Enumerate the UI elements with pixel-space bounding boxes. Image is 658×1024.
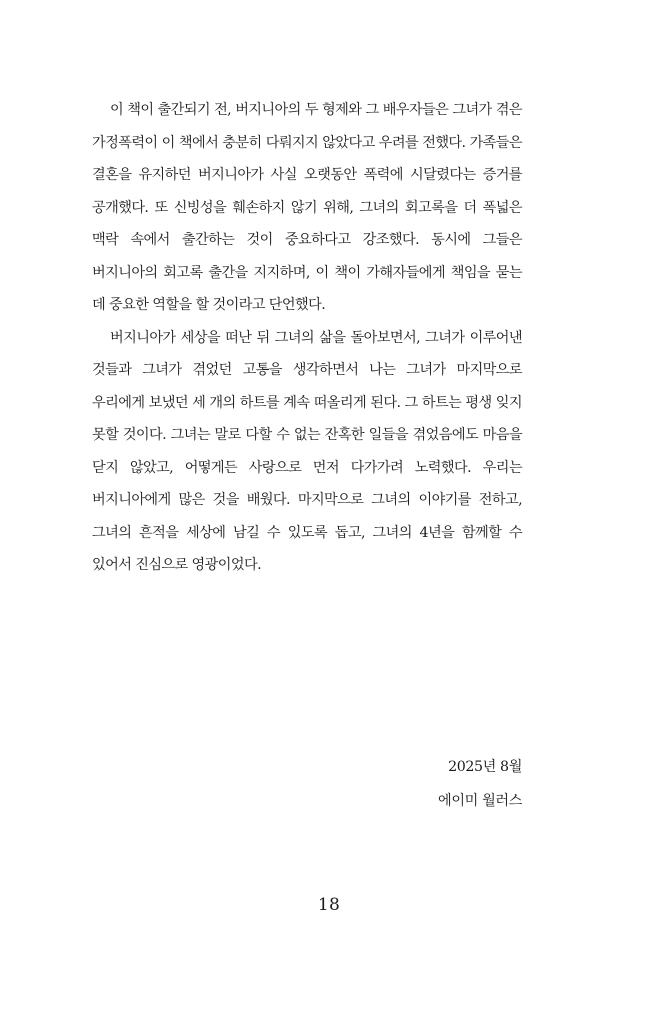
signature-date: 2025년 8월 (448, 759, 522, 775)
signature-block (438, 750, 522, 818)
paragraph-family-concerns: 이 책이 출간되기 전, 버지니아의 두 형제와 그 배우자들은 그녀가 겪은 가정폭력이 이 책에서 충분히 다뤄지지 않았다고 우려를 전했다. 가족들은 결혼을 유지하던 버지니아가 사실 오랫동안 폭력에 시달렸다는 증거를 공개했다. 또 신빙성을 훼손하지 않기 위해, 그녀의 회고록을 더 폭넓은 맥락 속에서 출간하는 것이 중요하다고 강조했다. 동시에 그들은 버지니아의 회고록 출간을 지지하며, 이 책이 가해자들에게 책임을 묻는 데 중요한 역할을 할 것이라고 단언했다. (92, 102, 522, 313)
page-body (92, 94, 522, 582)
paragraph-reflection: 버지니아가 세상을 떠난 뒤 그녀의 삶을 돌아보면서, 그녀가 이루어낸 것들과 그녀가 겪었던 고통을 생각하면서 나는 그녀가 마지막으로 우리에게 보냈던 세 개의 하트를 계속 떠올리게 된다. 그 하트는 평생 잊지 못할 것이다. 그녀는 말로 다할 수 없는 잔혹한 일들을 겪었음에도 마음을 닫지 않았고, 어떻게든 사랑으로 먼저 다가가려 노력했다. 우리는 버지니아에게 많은 것을 배웠다. 마지막으로 그녀의 이야기를 전하고, 그녀의 흔적을 세상에 남길 수 있도록 돕고, 그녀의 4년을 함께할 수 있어서 진심으로 영광이었다. (92, 329, 522, 573)
page-number: 18 (317, 895, 341, 915)
signature-author: 에이미 월러스 (438, 793, 522, 809)
